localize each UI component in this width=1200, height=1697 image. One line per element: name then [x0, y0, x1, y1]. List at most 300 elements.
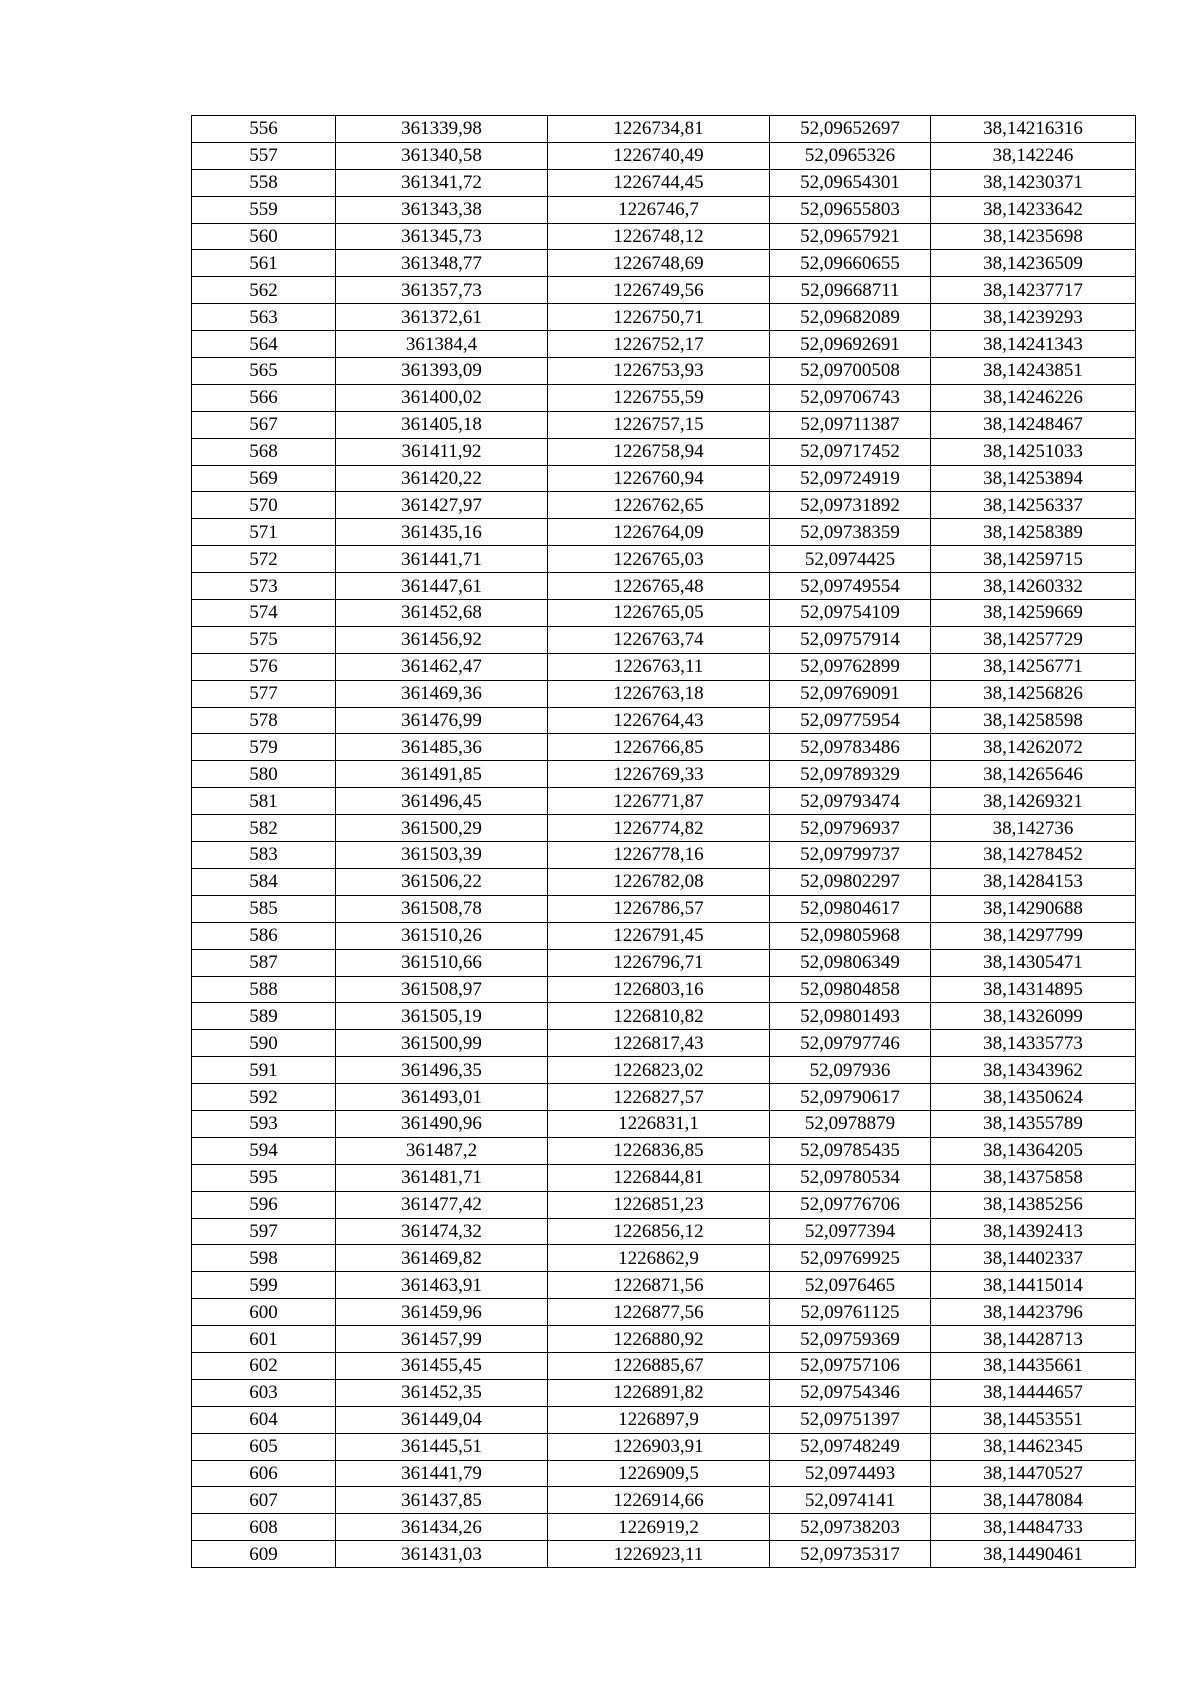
- table-row: [192, 519, 1136, 546]
- latitude-cell: 52,0976465: [770, 1272, 931, 1299]
- point-number-cell: 594: [192, 1137, 336, 1164]
- longitude-cell: 38,14314895: [931, 976, 1136, 1003]
- latitude-cell: 52,09660655: [770, 250, 931, 277]
- y-coordinate-cell: 1226903,91: [548, 1433, 770, 1460]
- latitude-cell: 52,0978879: [770, 1110, 931, 1137]
- table-row: [192, 626, 1136, 653]
- x-coordinate-cell: 361476,99: [336, 707, 548, 734]
- x-coordinate-cell: 361457,99: [336, 1326, 548, 1353]
- table-row: [192, 653, 1136, 680]
- table-row: [192, 895, 1136, 922]
- y-coordinate-cell: 1226836,85: [548, 1137, 770, 1164]
- longitude-cell: 38,14490461: [931, 1541, 1136, 1568]
- latitude-cell: 52,09738359: [770, 519, 931, 546]
- table-row: [192, 1110, 1136, 1137]
- point-number-cell: 596: [192, 1191, 336, 1218]
- x-coordinate-cell: 361341,72: [336, 169, 548, 196]
- longitude-cell: 38,14326099: [931, 1003, 1136, 1030]
- latitude-cell: 52,09692691: [770, 331, 931, 358]
- point-number-cell: 560: [192, 223, 336, 250]
- latitude-cell: 52,09751397: [770, 1406, 931, 1433]
- x-coordinate-cell: 361405,18: [336, 411, 548, 438]
- y-coordinate-cell: 1226880,92: [548, 1326, 770, 1353]
- latitude-cell: 52,0974425: [770, 546, 931, 573]
- y-coordinate-cell: 1226764,43: [548, 707, 770, 734]
- point-number-cell: 598: [192, 1245, 336, 1272]
- latitude-cell: 52,097936: [770, 1057, 931, 1084]
- x-coordinate-cell: 361500,99: [336, 1030, 548, 1057]
- longitude-cell: 38,14256771: [931, 653, 1136, 680]
- latitude-cell: 52,09806349: [770, 949, 931, 976]
- table-row: [192, 734, 1136, 761]
- x-coordinate-cell: 361508,78: [336, 895, 548, 922]
- point-number-cell: 567: [192, 411, 336, 438]
- x-coordinate-cell: 361496,45: [336, 788, 548, 815]
- x-coordinate-cell: 361474,32: [336, 1218, 548, 1245]
- longitude-cell: 38,14239293: [931, 304, 1136, 331]
- latitude-cell: 52,09790617: [770, 1084, 931, 1111]
- x-coordinate-cell: 361384,4: [336, 331, 548, 358]
- x-coordinate-cell: 361477,42: [336, 1191, 548, 1218]
- point-number-cell: 606: [192, 1460, 336, 1487]
- point-number-cell: 602: [192, 1352, 336, 1379]
- table-row: [192, 1541, 1136, 1568]
- latitude-cell: 52,09655803: [770, 196, 931, 223]
- x-coordinate-cell: 361491,85: [336, 761, 548, 788]
- longitude-cell: 38,14251033: [931, 438, 1136, 465]
- y-coordinate-cell: 1226891,82: [548, 1379, 770, 1406]
- y-coordinate-cell: 1226750,71: [548, 304, 770, 331]
- table-row: [192, 169, 1136, 196]
- point-number-cell: 574: [192, 600, 336, 627]
- longitude-cell: 38,142246: [931, 142, 1136, 169]
- y-coordinate-cell: 1226871,56: [548, 1272, 770, 1299]
- latitude-cell: 52,0974141: [770, 1487, 931, 1514]
- y-coordinate-cell: 1226771,87: [548, 788, 770, 815]
- latitude-cell: 52,09780534: [770, 1164, 931, 1191]
- point-number-cell: 575: [192, 626, 336, 653]
- point-number-cell: 564: [192, 331, 336, 358]
- longitude-cell: 38,14364205: [931, 1137, 1136, 1164]
- point-number-cell: 601: [192, 1326, 336, 1353]
- table-row: [192, 976, 1136, 1003]
- x-coordinate-cell: 361496,35: [336, 1057, 548, 1084]
- longitude-cell: 38,14335773: [931, 1030, 1136, 1057]
- table-row: [192, 1433, 1136, 1460]
- latitude-cell: 52,09748249: [770, 1433, 931, 1460]
- y-coordinate-cell: 1226748,69: [548, 250, 770, 277]
- x-coordinate-cell: 361437,85: [336, 1487, 548, 1514]
- table-row: [192, 1218, 1136, 1245]
- table-row: [192, 680, 1136, 707]
- point-number-cell: 565: [192, 358, 336, 385]
- table-row: [192, 761, 1136, 788]
- table-row: [192, 1406, 1136, 1433]
- longitude-cell: 38,14265646: [931, 761, 1136, 788]
- y-coordinate-cell: 1226851,23: [548, 1191, 770, 1218]
- y-coordinate-cell: 1226749,56: [548, 277, 770, 304]
- x-coordinate-cell: 361485,36: [336, 734, 548, 761]
- y-coordinate-cell: 1226740,49: [548, 142, 770, 169]
- latitude-cell: 52,09731892: [770, 492, 931, 519]
- y-coordinate-cell: 1226817,43: [548, 1030, 770, 1057]
- y-coordinate-cell: 1226744,45: [548, 169, 770, 196]
- latitude-cell: 52,09769925: [770, 1245, 931, 1272]
- point-number-cell: 600: [192, 1299, 336, 1326]
- table-row: [192, 1245, 1136, 1272]
- table-row: [192, 438, 1136, 465]
- longitude-cell: 38,14402337: [931, 1245, 1136, 1272]
- longitude-cell: 38,14343962: [931, 1057, 1136, 1084]
- table-row: [192, 304, 1136, 331]
- table-row: [192, 411, 1136, 438]
- latitude-cell: 52,0977394: [770, 1218, 931, 1245]
- y-coordinate-cell: 1226764,09: [548, 519, 770, 546]
- longitude-cell: 38,14278452: [931, 842, 1136, 869]
- latitude-cell: 52,09775954: [770, 707, 931, 734]
- y-coordinate-cell: 1226782,08: [548, 868, 770, 895]
- x-coordinate-cell: 361411,92: [336, 438, 548, 465]
- y-coordinate-cell: 1226765,48: [548, 573, 770, 600]
- y-coordinate-cell: 1226831,1: [548, 1110, 770, 1137]
- y-coordinate-cell: 1226734,81: [548, 116, 770, 143]
- longitude-cell: 38,14462345: [931, 1433, 1136, 1460]
- table-row: [192, 277, 1136, 304]
- longitude-cell: 38,14235698: [931, 223, 1136, 250]
- table-row: [192, 1164, 1136, 1191]
- point-number-cell: 609: [192, 1541, 336, 1568]
- x-coordinate-cell: 361452,68: [336, 600, 548, 627]
- longitude-cell: 38,14305471: [931, 949, 1136, 976]
- y-coordinate-cell: 1226919,2: [548, 1514, 770, 1541]
- x-coordinate-cell: 361447,61: [336, 573, 548, 600]
- table-row: [192, 250, 1136, 277]
- x-coordinate-cell: 361462,47: [336, 653, 548, 680]
- x-coordinate-cell: 361510,26: [336, 922, 548, 949]
- longitude-cell: 38,14262072: [931, 734, 1136, 761]
- longitude-cell: 38,14258598: [931, 707, 1136, 734]
- point-number-cell: 586: [192, 922, 336, 949]
- latitude-cell: 52,09754346: [770, 1379, 931, 1406]
- latitude-cell: 52,09749554: [770, 573, 931, 600]
- x-coordinate-cell: 361343,38: [336, 196, 548, 223]
- longitude-cell: 38,14237717: [931, 277, 1136, 304]
- table-row: [192, 1003, 1136, 1030]
- x-coordinate-cell: 361487,2: [336, 1137, 548, 1164]
- x-coordinate-cell: 361456,92: [336, 626, 548, 653]
- x-coordinate-cell: 361500,29: [336, 815, 548, 842]
- y-coordinate-cell: 1226909,5: [548, 1460, 770, 1487]
- point-number-cell: 608: [192, 1514, 336, 1541]
- longitude-cell: 38,14248467: [931, 411, 1136, 438]
- x-coordinate-cell: 361493,01: [336, 1084, 548, 1111]
- y-coordinate-cell: 1226766,85: [548, 734, 770, 761]
- longitude-cell: 38,14284153: [931, 868, 1136, 895]
- y-coordinate-cell: 1226774,82: [548, 815, 770, 842]
- point-number-cell: 599: [192, 1272, 336, 1299]
- longitude-cell: 38,14241343: [931, 331, 1136, 358]
- table-row: [192, 492, 1136, 519]
- point-number-cell: 592: [192, 1084, 336, 1111]
- y-coordinate-cell: 1226856,12: [548, 1218, 770, 1245]
- longitude-cell: 38,14375858: [931, 1164, 1136, 1191]
- y-coordinate-cell: 1226810,82: [548, 1003, 770, 1030]
- latitude-cell: 52,09682089: [770, 304, 931, 331]
- table-row: [192, 1326, 1136, 1353]
- longitude-cell: 38,14415014: [931, 1272, 1136, 1299]
- longitude-cell: 38,14256337: [931, 492, 1136, 519]
- longitude-cell: 38,14470527: [931, 1460, 1136, 1487]
- longitude-cell: 38,14256826: [931, 680, 1136, 707]
- point-number-cell: 558: [192, 169, 336, 196]
- y-coordinate-cell: 1226791,45: [548, 922, 770, 949]
- table-row: [192, 600, 1136, 627]
- point-number-cell: 566: [192, 384, 336, 411]
- point-number-cell: 570: [192, 492, 336, 519]
- longitude-cell: 38,14260332: [931, 573, 1136, 600]
- point-number-cell: 572: [192, 546, 336, 573]
- latitude-cell: 52,09761125: [770, 1299, 931, 1326]
- latitude-cell: 52,09738203: [770, 1514, 931, 1541]
- point-number-cell: 563: [192, 304, 336, 331]
- x-coordinate-cell: 361435,16: [336, 519, 548, 546]
- y-coordinate-cell: 1226757,15: [548, 411, 770, 438]
- x-coordinate-cell: 361449,04: [336, 1406, 548, 1433]
- longitude-cell: 38,14243851: [931, 358, 1136, 385]
- point-number-cell: 595: [192, 1164, 336, 1191]
- table-row: [192, 546, 1136, 573]
- longitude-cell: 38,14478084: [931, 1487, 1136, 1514]
- longitude-cell: 38,14230371: [931, 169, 1136, 196]
- x-coordinate-cell: 361372,61: [336, 304, 548, 331]
- longitude-cell: 38,14297799: [931, 922, 1136, 949]
- x-coordinate-cell: 361463,91: [336, 1272, 548, 1299]
- y-coordinate-cell: 1226752,17: [548, 331, 770, 358]
- point-number-cell: 590: [192, 1030, 336, 1057]
- x-coordinate-cell: 361441,71: [336, 546, 548, 573]
- x-coordinate-cell: 361348,77: [336, 250, 548, 277]
- y-coordinate-cell: 1226763,74: [548, 626, 770, 653]
- longitude-cell: 38,14258389: [931, 519, 1136, 546]
- table-row: [192, 1057, 1136, 1084]
- latitude-cell: 52,09754109: [770, 600, 931, 627]
- y-coordinate-cell: 1226923,11: [548, 1541, 770, 1568]
- point-number-cell: 584: [192, 868, 336, 895]
- y-coordinate-cell: 1226796,71: [548, 949, 770, 976]
- latitude-cell: 52,09757106: [770, 1352, 931, 1379]
- point-number-cell: 579: [192, 734, 336, 761]
- longitude-cell: 38,14350624: [931, 1084, 1136, 1111]
- point-number-cell: 604: [192, 1406, 336, 1433]
- y-coordinate-cell: 1226827,57: [548, 1084, 770, 1111]
- longitude-cell: 38,142736: [931, 815, 1136, 842]
- point-number-cell: 569: [192, 465, 336, 492]
- longitude-cell: 38,14269321: [931, 788, 1136, 815]
- table-row: [192, 331, 1136, 358]
- table-row: [192, 142, 1136, 169]
- latitude-cell: 52,09735317: [770, 1541, 931, 1568]
- longitude-cell: 38,14428713: [931, 1326, 1136, 1353]
- x-coordinate-cell: 361459,96: [336, 1299, 548, 1326]
- longitude-cell: 38,14236509: [931, 250, 1136, 277]
- latitude-cell: 52,09801493: [770, 1003, 931, 1030]
- latitude-cell: 52,09700508: [770, 358, 931, 385]
- longitude-cell: 38,14392413: [931, 1218, 1136, 1245]
- x-coordinate-cell: 361340,58: [336, 142, 548, 169]
- x-coordinate-cell: 361452,35: [336, 1379, 548, 1406]
- longitude-cell: 38,14253894: [931, 465, 1136, 492]
- y-coordinate-cell: 1226755,59: [548, 384, 770, 411]
- longitude-cell: 38,14444657: [931, 1379, 1136, 1406]
- y-coordinate-cell: 1226748,12: [548, 223, 770, 250]
- table-row: [192, 868, 1136, 895]
- table-row: [192, 788, 1136, 815]
- latitude-cell: 52,09789329: [770, 761, 931, 788]
- table-row: [192, 1352, 1136, 1379]
- table-row: [192, 1084, 1136, 1111]
- point-number-cell: 561: [192, 250, 336, 277]
- x-coordinate-cell: 361503,39: [336, 842, 548, 869]
- table-row: [192, 1514, 1136, 1541]
- latitude-cell: 52,09759369: [770, 1326, 931, 1353]
- longitude-cell: 38,14290688: [931, 895, 1136, 922]
- x-coordinate-cell: 361400,02: [336, 384, 548, 411]
- longitude-cell: 38,14423796: [931, 1299, 1136, 1326]
- x-coordinate-cell: 361490,96: [336, 1110, 548, 1137]
- point-number-cell: 591: [192, 1057, 336, 1084]
- longitude-cell: 38,14216316: [931, 116, 1136, 143]
- table-row: [192, 949, 1136, 976]
- point-number-cell: 603: [192, 1379, 336, 1406]
- y-coordinate-cell: 1226753,93: [548, 358, 770, 385]
- table-row: [192, 1460, 1136, 1487]
- point-number-cell: 593: [192, 1110, 336, 1137]
- point-number-cell: 556: [192, 116, 336, 143]
- latitude-cell: 52,09724919: [770, 465, 931, 492]
- point-number-cell: 589: [192, 1003, 336, 1030]
- latitude-cell: 52,0965326: [770, 142, 931, 169]
- table-row: [192, 1487, 1136, 1514]
- coordinates-table: [191, 115, 1136, 1568]
- table-row: [192, 358, 1136, 385]
- x-coordinate-cell: 361508,97: [336, 976, 548, 1003]
- latitude-cell: 52,09802297: [770, 868, 931, 895]
- point-number-cell: 607: [192, 1487, 336, 1514]
- latitude-cell: 52,09668711: [770, 277, 931, 304]
- longitude-cell: 38,14435661: [931, 1352, 1136, 1379]
- table-row: [192, 573, 1136, 600]
- table-row: [192, 196, 1136, 223]
- latitude-cell: 52,09783486: [770, 734, 931, 761]
- table-row: [192, 223, 1136, 250]
- latitude-cell: 52,09652697: [770, 116, 931, 143]
- latitude-cell: 52,09776706: [770, 1191, 931, 1218]
- longitude-cell: 38,14385256: [931, 1191, 1136, 1218]
- table-row: [192, 707, 1136, 734]
- y-coordinate-cell: 1226786,57: [548, 895, 770, 922]
- latitude-cell: 52,09804858: [770, 976, 931, 1003]
- table-row: [192, 1191, 1136, 1218]
- latitude-cell: 52,09762899: [770, 653, 931, 680]
- latitude-cell: 52,09804617: [770, 895, 931, 922]
- latitude-cell: 52,09785435: [770, 1137, 931, 1164]
- point-number-cell: 559: [192, 196, 336, 223]
- point-number-cell: 582: [192, 815, 336, 842]
- table-row: [192, 1379, 1136, 1406]
- table-row: [192, 1030, 1136, 1057]
- point-number-cell: 588: [192, 976, 336, 1003]
- point-number-cell: 578: [192, 707, 336, 734]
- x-coordinate-cell: 361345,73: [336, 223, 548, 250]
- point-number-cell: 583: [192, 842, 336, 869]
- point-number-cell: 580: [192, 761, 336, 788]
- x-coordinate-cell: 361357,73: [336, 277, 548, 304]
- y-coordinate-cell: 1226769,33: [548, 761, 770, 788]
- longitude-cell: 38,14453551: [931, 1406, 1136, 1433]
- longitude-cell: 38,14484733: [931, 1514, 1136, 1541]
- x-coordinate-cell: 361469,36: [336, 680, 548, 707]
- point-number-cell: 573: [192, 573, 336, 600]
- latitude-cell: 52,09657921: [770, 223, 931, 250]
- longitude-cell: 38,14246226: [931, 384, 1136, 411]
- y-coordinate-cell: 1226885,67: [548, 1352, 770, 1379]
- x-coordinate-cell: 361441,79: [336, 1460, 548, 1487]
- y-coordinate-cell: 1226746,7: [548, 196, 770, 223]
- x-coordinate-cell: 361506,22: [336, 868, 548, 895]
- x-coordinate-cell: 361339,98: [336, 116, 548, 143]
- y-coordinate-cell: 1226762,65: [548, 492, 770, 519]
- table-row: [192, 1272, 1136, 1299]
- point-number-cell: 597: [192, 1218, 336, 1245]
- table-row: [192, 815, 1136, 842]
- latitude-cell: 52,09717452: [770, 438, 931, 465]
- table-row: [192, 116, 1136, 143]
- point-number-cell: 605: [192, 1433, 336, 1460]
- point-number-cell: 571: [192, 519, 336, 546]
- table-row: [192, 842, 1136, 869]
- x-coordinate-cell: 361393,09: [336, 358, 548, 385]
- y-coordinate-cell: 1226823,02: [548, 1057, 770, 1084]
- point-number-cell: 562: [192, 277, 336, 304]
- longitude-cell: 38,14259715: [931, 546, 1136, 573]
- x-coordinate-cell: 361469,82: [336, 1245, 548, 1272]
- latitude-cell: 52,09757914: [770, 626, 931, 653]
- y-coordinate-cell: 1226897,9: [548, 1406, 770, 1433]
- point-number-cell: 585: [192, 895, 336, 922]
- y-coordinate-cell: 1226877,56: [548, 1299, 770, 1326]
- x-coordinate-cell: 361431,03: [336, 1541, 548, 1568]
- table-row: [192, 384, 1136, 411]
- latitude-cell: 52,0974493: [770, 1460, 931, 1487]
- x-coordinate-cell: 361505,19: [336, 1003, 548, 1030]
- y-coordinate-cell: 1226765,03: [548, 546, 770, 573]
- longitude-cell: 38,14257729: [931, 626, 1136, 653]
- point-number-cell: 577: [192, 680, 336, 707]
- longitude-cell: 38,14233642: [931, 196, 1136, 223]
- point-number-cell: 576: [192, 653, 336, 680]
- y-coordinate-cell: 1226778,16: [548, 842, 770, 869]
- longitude-cell: 38,14259669: [931, 600, 1136, 627]
- point-number-cell: 568: [192, 438, 336, 465]
- x-coordinate-cell: 361434,26: [336, 1514, 548, 1541]
- x-coordinate-cell: 361420,22: [336, 465, 548, 492]
- table-row: [192, 1299, 1136, 1326]
- y-coordinate-cell: 1226758,94: [548, 438, 770, 465]
- latitude-cell: 52,09711387: [770, 411, 931, 438]
- latitude-cell: 52,09796937: [770, 815, 931, 842]
- latitude-cell: 52,09799737: [770, 842, 931, 869]
- y-coordinate-cell: 1226844,81: [548, 1164, 770, 1191]
